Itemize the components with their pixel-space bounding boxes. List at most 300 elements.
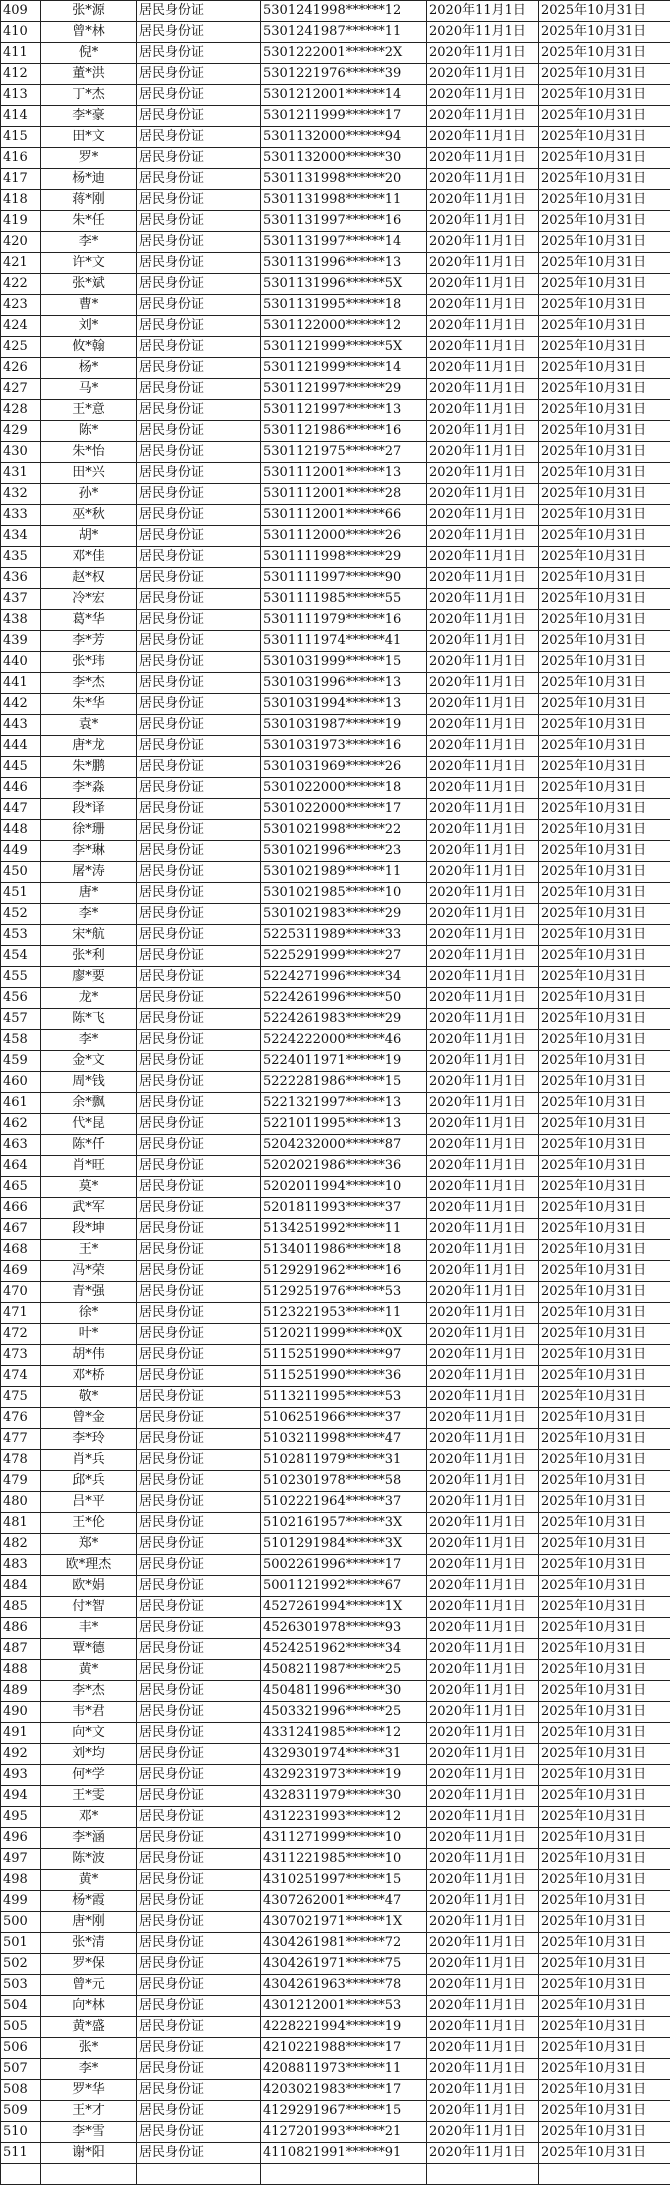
row-number-cell: 450 bbox=[1, 862, 41, 883]
row-number-cell: 500 bbox=[1, 1912, 41, 1933]
end-date-cell: 2025年10月31日 bbox=[539, 1702, 670, 1723]
table-row bbox=[1, 1177, 670, 1198]
start-date-cell: 2020年11月1日 bbox=[427, 421, 539, 442]
table-row bbox=[1, 1660, 670, 1681]
table-row bbox=[1, 1744, 670, 1765]
start-date-cell: 2020年11月1日 bbox=[427, 463, 539, 484]
row-number-cell: 434 bbox=[1, 526, 41, 547]
end-date-cell: 2025年10月31日 bbox=[539, 505, 670, 526]
end-date-cell: 2025年10月31日 bbox=[539, 253, 670, 274]
person-name-cell: 李*涵 bbox=[41, 1828, 137, 1849]
id-number-cell: 5301111998******29 bbox=[261, 547, 427, 568]
document-type-cell: 居民身份证 bbox=[137, 232, 261, 253]
start-date-cell: 2020年11月1日 bbox=[427, 1387, 539, 1408]
row-number-cell: 468 bbox=[1, 1240, 41, 1261]
start-date-cell: 2020年11月1日 bbox=[427, 190, 539, 211]
id-number-cell: 4526301978******93 bbox=[261, 1618, 427, 1639]
id-number-cell: 5221011995******13 bbox=[261, 1114, 427, 1135]
start-date-cell: 2020年11月1日 bbox=[427, 1954, 539, 1975]
id-number-cell: 5301121997******29 bbox=[261, 379, 427, 400]
document-type-cell: 居民身份证 bbox=[137, 211, 261, 232]
id-number-cell: 4310251997******15 bbox=[261, 1870, 427, 1891]
start-date-cell: 2020年11月1日 bbox=[427, 1576, 539, 1597]
end-date-cell: 2025年10月31日 bbox=[539, 526, 670, 547]
table-row bbox=[1, 1156, 670, 1177]
row-number-cell: 433 bbox=[1, 505, 41, 526]
id-number-cell: 4503321996******25 bbox=[261, 1702, 427, 1723]
document-type-cell: 居民身份证 bbox=[137, 1261, 261, 1282]
document-type-cell: 居民身份证 bbox=[137, 946, 261, 967]
empty-cell bbox=[1, 2164, 41, 2185]
start-date-cell: 2020年11月1日 bbox=[427, 1702, 539, 1723]
start-date-cell: 2020年11月1日 bbox=[427, 757, 539, 778]
row-number-cell: 436 bbox=[1, 568, 41, 589]
document-type-cell: 居民身份证 bbox=[137, 1, 261, 22]
start-date-cell: 2020年11月1日 bbox=[427, 1198, 539, 1219]
table-row bbox=[1, 2080, 670, 2101]
row-number-cell: 484 bbox=[1, 1576, 41, 1597]
start-date-cell: 2020年11月1日 bbox=[427, 1450, 539, 1471]
start-date-cell: 2020年11月1日 bbox=[427, 1597, 539, 1618]
end-date-cell: 2025年10月31日 bbox=[539, 1786, 670, 1807]
end-date-cell: 2025年10月31日 bbox=[539, 1849, 670, 1870]
table-row bbox=[1, 64, 670, 85]
end-date-cell: 2025年10月31日 bbox=[539, 673, 670, 694]
end-date-cell: 2025年10月31日 bbox=[539, 799, 670, 820]
document-type-cell: 居民身份证 bbox=[137, 22, 261, 43]
table-row bbox=[1, 1, 670, 22]
end-date-cell: 2025年10月31日 bbox=[539, 1345, 670, 1366]
start-date-cell: 2020年11月1日 bbox=[427, 1849, 539, 1870]
id-number-cell: 4504811996******30 bbox=[261, 1681, 427, 1702]
end-date-cell: 2025年10月31日 bbox=[539, 1765, 670, 1786]
start-date-cell: 2020年11月1日 bbox=[427, 862, 539, 883]
table-row bbox=[1, 2059, 670, 2080]
row-number-cell: 417 bbox=[1, 169, 41, 190]
row-number-cell: 483 bbox=[1, 1555, 41, 1576]
end-date-cell: 2025年10月31日 bbox=[539, 379, 670, 400]
start-date-cell: 2020年11月1日 bbox=[427, 1492, 539, 1513]
start-date-cell: 2020年11月1日 bbox=[427, 232, 539, 253]
table-row bbox=[1, 1723, 670, 1744]
document-type-cell: 居民身份证 bbox=[137, 631, 261, 652]
end-date-cell: 2025年10月31日 bbox=[539, 1198, 670, 1219]
end-date-cell: 2025年10月31日 bbox=[539, 1282, 670, 1303]
start-date-cell: 2020年11月1日 bbox=[427, 400, 539, 421]
table-row bbox=[1, 1828, 670, 1849]
document-type-cell: 居民身份证 bbox=[137, 1513, 261, 1534]
id-number-cell: 4331241985******12 bbox=[261, 1723, 427, 1744]
row-number-cell: 454 bbox=[1, 946, 41, 967]
document-type-cell: 居民身份证 bbox=[137, 778, 261, 799]
table-row bbox=[1, 337, 670, 358]
id-number-cell: 5102221964******37 bbox=[261, 1492, 427, 1513]
end-date-cell: 2025年10月31日 bbox=[539, 211, 670, 232]
table-row bbox=[1, 1534, 670, 1555]
row-number-cell: 423 bbox=[1, 295, 41, 316]
start-date-cell: 2020年11月1日 bbox=[427, 127, 539, 148]
end-date-cell: 2025年10月31日 bbox=[539, 778, 670, 799]
document-type-cell: 居民身份证 bbox=[137, 589, 261, 610]
end-date-cell: 2025年10月31日 bbox=[539, 1219, 670, 1240]
id-number-cell: 4329301974******31 bbox=[261, 1744, 427, 1765]
document-type-cell: 居民身份证 bbox=[137, 1429, 261, 1450]
person-name-cell: 李*杰 bbox=[41, 1681, 137, 1702]
id-number-cell: 4228221994******19 bbox=[261, 2017, 427, 2038]
document-type-cell: 居民身份证 bbox=[137, 1891, 261, 1912]
end-date-cell: 2025年10月31日 bbox=[539, 1912, 670, 1933]
id-number-cell: 4304261971******75 bbox=[261, 1954, 427, 1975]
table-body bbox=[1, 1, 670, 2185]
document-type-cell: 居民身份证 bbox=[137, 736, 261, 757]
person-name-cell: 莫* bbox=[41, 1177, 137, 1198]
start-date-cell: 2020年11月1日 bbox=[427, 1471, 539, 1492]
table-row bbox=[1, 1240, 670, 1261]
table-row bbox=[1, 967, 670, 988]
row-number-cell: 499 bbox=[1, 1891, 41, 1912]
person-name-cell: 马* bbox=[41, 379, 137, 400]
document-type-cell: 居民身份证 bbox=[137, 610, 261, 631]
id-number-cell: 5301131998******11 bbox=[261, 190, 427, 211]
table-row bbox=[1, 568, 670, 589]
row-number-cell: 413 bbox=[1, 85, 41, 106]
end-date-cell: 2025年10月31日 bbox=[539, 1009, 670, 1030]
id-number-cell: 4307021971******1X bbox=[261, 1912, 427, 1933]
end-date-cell: 2025年10月31日 bbox=[539, 1534, 670, 1555]
row-number-cell: 410 bbox=[1, 22, 41, 43]
start-date-cell: 2020年11月1日 bbox=[427, 337, 539, 358]
start-date-cell: 2020年11月1日 bbox=[427, 778, 539, 799]
person-name-cell: 李*杰 bbox=[41, 673, 137, 694]
start-date-cell: 2020年11月1日 bbox=[427, 1618, 539, 1639]
start-date-cell: 2020年11月1日 bbox=[427, 1009, 539, 1030]
id-number-cell: 5301021985******10 bbox=[261, 883, 427, 904]
end-date-cell: 2025年10月31日 bbox=[539, 610, 670, 631]
id-number-cell: 5113211995******53 bbox=[261, 1387, 427, 1408]
row-number-cell: 441 bbox=[1, 673, 41, 694]
table-row bbox=[1, 904, 670, 925]
id-number-cell: 5301121999******14 bbox=[261, 358, 427, 379]
document-type-cell: 居民身份证 bbox=[137, 1135, 261, 1156]
id-number-cell: 5225311989******33 bbox=[261, 925, 427, 946]
table-row bbox=[1, 1912, 670, 1933]
end-date-cell: 2025年10月31日 bbox=[539, 2143, 670, 2164]
id-number-cell: 5225291999******27 bbox=[261, 946, 427, 967]
person-name-cell: 唐* bbox=[41, 883, 137, 904]
document-type-cell: 居民身份证 bbox=[137, 1324, 261, 1345]
id-number-cell: 5301241987******11 bbox=[261, 22, 427, 43]
row-number-cell: 470 bbox=[1, 1282, 41, 1303]
table-row bbox=[1, 547, 670, 568]
person-name-cell: 曾*林 bbox=[41, 22, 137, 43]
start-date-cell: 2020年11月1日 bbox=[427, 1534, 539, 1555]
end-date-cell: 2025年10月31日 bbox=[539, 148, 670, 169]
person-name-cell: 张*利 bbox=[41, 946, 137, 967]
table-row bbox=[1, 988, 670, 1009]
document-type-cell: 居民身份证 bbox=[137, 421, 261, 442]
table-row bbox=[1, 1282, 670, 1303]
id-number-cell: 5224261996******50 bbox=[261, 988, 427, 1009]
person-name-cell: 宋*航 bbox=[41, 925, 137, 946]
end-date-cell: 2025年10月31日 bbox=[539, 1471, 670, 1492]
person-name-cell: 廖*要 bbox=[41, 967, 137, 988]
person-name-cell: 曾*元 bbox=[41, 1975, 137, 1996]
end-date-cell: 2025年10月31日 bbox=[539, 2059, 670, 2080]
start-date-cell: 2020年11月1日 bbox=[427, 1891, 539, 1912]
row-number-cell: 424 bbox=[1, 316, 41, 337]
start-date-cell: 2020年11月1日 bbox=[427, 1177, 539, 1198]
start-date-cell: 2020年11月1日 bbox=[427, 1765, 539, 1786]
document-type-cell: 居民身份证 bbox=[137, 694, 261, 715]
start-date-cell: 2020年11月1日 bbox=[427, 904, 539, 925]
document-type-cell: 居民身份证 bbox=[137, 1660, 261, 1681]
id-number-cell: 4304261981******72 bbox=[261, 1933, 427, 1954]
row-number-cell: 437 bbox=[1, 589, 41, 610]
table-row bbox=[1, 589, 670, 610]
person-name-cell: 田*文 bbox=[41, 127, 137, 148]
person-name-cell: 邓* bbox=[41, 1807, 137, 1828]
document-type-cell: 居民身份证 bbox=[137, 1828, 261, 1849]
table-row bbox=[1, 946, 670, 967]
table-row bbox=[1, 1429, 670, 1450]
person-name-cell: 李* bbox=[41, 1030, 137, 1051]
end-date-cell: 2025年10月31日 bbox=[539, 1135, 670, 1156]
start-date-cell: 2020年11月1日 bbox=[427, 1240, 539, 1261]
row-number-cell: 477 bbox=[1, 1429, 41, 1450]
person-name-cell: 王*雯 bbox=[41, 1786, 137, 1807]
row-number-cell: 469 bbox=[1, 1261, 41, 1282]
start-date-cell: 2020年11月1日 bbox=[427, 1303, 539, 1324]
start-date-cell: 2020年11月1日 bbox=[427, 148, 539, 169]
document-type-cell: 居民身份证 bbox=[137, 673, 261, 694]
table-row bbox=[1, 2017, 670, 2038]
start-date-cell: 2020年11月1日 bbox=[427, 1156, 539, 1177]
row-number-cell: 442 bbox=[1, 694, 41, 715]
row-number-cell: 449 bbox=[1, 841, 41, 862]
row-number-cell: 440 bbox=[1, 652, 41, 673]
id-number-cell: 5301222001******2X bbox=[261, 43, 427, 64]
start-date-cell: 2020年11月1日 bbox=[427, 946, 539, 967]
end-date-cell: 2025年10月31日 bbox=[539, 862, 670, 883]
row-number-cell: 414 bbox=[1, 106, 41, 127]
document-type-cell: 居民身份证 bbox=[137, 1996, 261, 2017]
document-type-cell: 居民身份证 bbox=[137, 169, 261, 190]
document-type-cell: 居民身份证 bbox=[137, 505, 261, 526]
table-row bbox=[1, 1408, 670, 1429]
end-date-cell: 2025年10月31日 bbox=[539, 631, 670, 652]
person-name-cell: 徐* bbox=[41, 1303, 137, 1324]
start-date-cell: 2020年11月1日 bbox=[427, 1723, 539, 1744]
row-number-cell: 447 bbox=[1, 799, 41, 820]
row-number-cell: 432 bbox=[1, 484, 41, 505]
end-date-cell: 2025年10月31日 bbox=[539, 1891, 670, 1912]
start-date-cell: 2020年11月1日 bbox=[427, 274, 539, 295]
row-number-cell: 487 bbox=[1, 1639, 41, 1660]
id-number-cell: 5301022000******17 bbox=[261, 799, 427, 820]
row-number-cell: 474 bbox=[1, 1366, 41, 1387]
document-type-cell: 居民身份证 bbox=[137, 1618, 261, 1639]
document-type-cell: 居民身份证 bbox=[137, 1072, 261, 1093]
end-date-cell: 2025年10月31日 bbox=[539, 1975, 670, 1996]
document-type-cell: 居民身份证 bbox=[137, 1702, 261, 1723]
table-row bbox=[1, 22, 670, 43]
table-row bbox=[1, 1450, 670, 1471]
document-type-cell: 居民身份证 bbox=[137, 1534, 261, 1555]
start-date-cell: 2020年11月1日 bbox=[427, 1996, 539, 2017]
document-type-cell: 居民身份证 bbox=[137, 1156, 261, 1177]
person-name-cell: 罗* bbox=[41, 148, 137, 169]
id-number-cell: 5301212001******14 bbox=[261, 85, 427, 106]
document-type-cell: 居民身份证 bbox=[137, 988, 261, 1009]
row-number-cell: 422 bbox=[1, 274, 41, 295]
row-number-cell: 457 bbox=[1, 1009, 41, 1030]
id-number-cell: 5102811979******31 bbox=[261, 1450, 427, 1471]
document-type-cell: 居民身份证 bbox=[137, 1450, 261, 1471]
start-date-cell: 2020年11月1日 bbox=[427, 2038, 539, 2059]
document-type-cell: 居民身份证 bbox=[137, 295, 261, 316]
person-name-cell: 张*玮 bbox=[41, 652, 137, 673]
table-row bbox=[1, 505, 670, 526]
row-number-cell: 412 bbox=[1, 64, 41, 85]
start-date-cell: 2020年11月1日 bbox=[427, 736, 539, 757]
table-row bbox=[1, 358, 670, 379]
end-date-cell: 2025年10月31日 bbox=[539, 883, 670, 904]
start-date-cell: 2020年11月1日 bbox=[427, 295, 539, 316]
id-number-cell: 5301021983******29 bbox=[261, 904, 427, 925]
row-number-cell: 506 bbox=[1, 2038, 41, 2059]
person-name-cell: 李* bbox=[41, 904, 137, 925]
table-row bbox=[1, 274, 670, 295]
person-name-cell: 谢*阳 bbox=[41, 2143, 137, 2164]
document-type-cell: 居民身份证 bbox=[137, 1765, 261, 1786]
row-number-cell: 489 bbox=[1, 1681, 41, 1702]
person-name-cell: 李*琳 bbox=[41, 841, 137, 862]
person-name-cell: 代*昆 bbox=[41, 1114, 137, 1135]
table-row bbox=[1, 127, 670, 148]
person-name-cell: 邓*佳 bbox=[41, 547, 137, 568]
row-number-cell: 496 bbox=[1, 1828, 41, 1849]
person-name-cell: 李*豪 bbox=[41, 106, 137, 127]
person-name-cell: 蒋*刚 bbox=[41, 190, 137, 211]
id-number-cell: 4301212001******53 bbox=[261, 1996, 427, 2017]
start-date-cell: 2020年11月1日 bbox=[427, 610, 539, 631]
start-date-cell: 2020年11月1日 bbox=[427, 1261, 539, 1282]
table-row-cut-off bbox=[1, 2164, 670, 2185]
document-type-cell: 居民身份证 bbox=[137, 1681, 261, 1702]
document-type-cell: 居民身份证 bbox=[137, 1744, 261, 1765]
document-type-cell: 居民身份证 bbox=[137, 1912, 261, 1933]
end-date-cell: 2025年10月31日 bbox=[539, 2101, 670, 2122]
row-number-cell: 430 bbox=[1, 442, 41, 463]
row-number-cell: 455 bbox=[1, 967, 41, 988]
row-number-cell: 462 bbox=[1, 1114, 41, 1135]
row-number-cell: 473 bbox=[1, 1345, 41, 1366]
id-number-cell: 5102301978******58 bbox=[261, 1471, 427, 1492]
person-name-cell: 徐*珊 bbox=[41, 820, 137, 841]
row-number-cell: 463 bbox=[1, 1135, 41, 1156]
start-date-cell: 2020年11月1日 bbox=[427, 2101, 539, 2122]
document-type-cell: 居民身份证 bbox=[137, 1723, 261, 1744]
end-date-cell: 2025年10月31日 bbox=[539, 2017, 670, 2038]
start-date-cell: 2020年11月1日 bbox=[427, 1282, 539, 1303]
person-name-cell: 冯*荣 bbox=[41, 1261, 137, 1282]
table-row bbox=[1, 526, 670, 547]
table-row bbox=[1, 1576, 670, 1597]
person-name-cell: 袁* bbox=[41, 715, 137, 736]
end-date-cell: 2025年10月31日 bbox=[539, 1240, 670, 1261]
table-row bbox=[1, 211, 670, 232]
end-date-cell: 2025年10月31日 bbox=[539, 358, 670, 379]
end-date-cell: 2025年10月31日 bbox=[539, 1996, 670, 2017]
document-type-cell: 居民身份证 bbox=[137, 400, 261, 421]
start-date-cell: 2020年11月1日 bbox=[427, 2122, 539, 2143]
end-date-cell: 2025年10月31日 bbox=[539, 1261, 670, 1282]
person-name-cell: 王*意 bbox=[41, 400, 137, 421]
id-number-cell: 5202021986******36 bbox=[261, 1156, 427, 1177]
end-date-cell: 2025年10月31日 bbox=[539, 1807, 670, 1828]
end-date-cell: 2025年10月31日 bbox=[539, 715, 670, 736]
document-type-cell: 居民身份证 bbox=[137, 904, 261, 925]
row-number-cell: 475 bbox=[1, 1387, 41, 1408]
start-date-cell: 2020年11月1日 bbox=[427, 1828, 539, 1849]
document-type-cell: 居民身份证 bbox=[137, 148, 261, 169]
document-type-cell: 居民身份证 bbox=[137, 883, 261, 904]
row-number-cell: 501 bbox=[1, 1933, 41, 1954]
table-row bbox=[1, 253, 670, 274]
document-type-cell: 居民身份证 bbox=[137, 1093, 261, 1114]
row-number-cell: 448 bbox=[1, 820, 41, 841]
end-date-cell: 2025年10月31日 bbox=[539, 463, 670, 484]
document-type-cell: 居民身份证 bbox=[137, 2059, 261, 2080]
row-number-cell: 426 bbox=[1, 358, 41, 379]
document-type-cell: 居民身份证 bbox=[137, 2122, 261, 2143]
id-number-cell: 5115251990******97 bbox=[261, 1345, 427, 1366]
person-name-cell: 李* bbox=[41, 2059, 137, 2080]
document-type-cell: 居民身份证 bbox=[137, 1786, 261, 1807]
person-name-cell: 曹* bbox=[41, 295, 137, 316]
table-row bbox=[1, 1471, 670, 1492]
row-number-cell: 494 bbox=[1, 1786, 41, 1807]
start-date-cell: 2020年11月1日 bbox=[427, 253, 539, 274]
start-date-cell: 2020年11月1日 bbox=[427, 484, 539, 505]
row-number-cell: 439 bbox=[1, 631, 41, 652]
id-number-cell: 4527261994******1X bbox=[261, 1597, 427, 1618]
person-name-cell: 付*智 bbox=[41, 1597, 137, 1618]
start-date-cell: 2020年11月1日 bbox=[427, 85, 539, 106]
document-type-cell: 居民身份证 bbox=[137, 1807, 261, 1828]
end-date-cell: 2025年10月31日 bbox=[539, 400, 670, 421]
table-row bbox=[1, 757, 670, 778]
document-type-cell: 居民身份证 bbox=[137, 1009, 261, 1030]
id-number-cell: 5301021998******22 bbox=[261, 820, 427, 841]
table-row bbox=[1, 463, 670, 484]
person-name-cell: 段*译 bbox=[41, 799, 137, 820]
table-row bbox=[1, 1345, 670, 1366]
document-type-cell: 居民身份证 bbox=[137, 526, 261, 547]
id-number-cell: 5202011994******10 bbox=[261, 1177, 427, 1198]
person-name-cell: 葛*华 bbox=[41, 610, 137, 631]
table-row bbox=[1, 1618, 670, 1639]
end-date-cell: 2025年10月31日 bbox=[539, 1, 670, 22]
person-name-cell: 倪* bbox=[41, 43, 137, 64]
document-type-cell: 居民身份证 bbox=[137, 253, 261, 274]
start-date-cell: 2020年11月1日 bbox=[427, 1030, 539, 1051]
person-name-cell: 张*源 bbox=[41, 1, 137, 22]
row-number-cell: 416 bbox=[1, 148, 41, 169]
start-date-cell: 2020年11月1日 bbox=[427, 715, 539, 736]
table-row bbox=[1, 2101, 670, 2122]
end-date-cell: 2025年10月31日 bbox=[539, 274, 670, 295]
